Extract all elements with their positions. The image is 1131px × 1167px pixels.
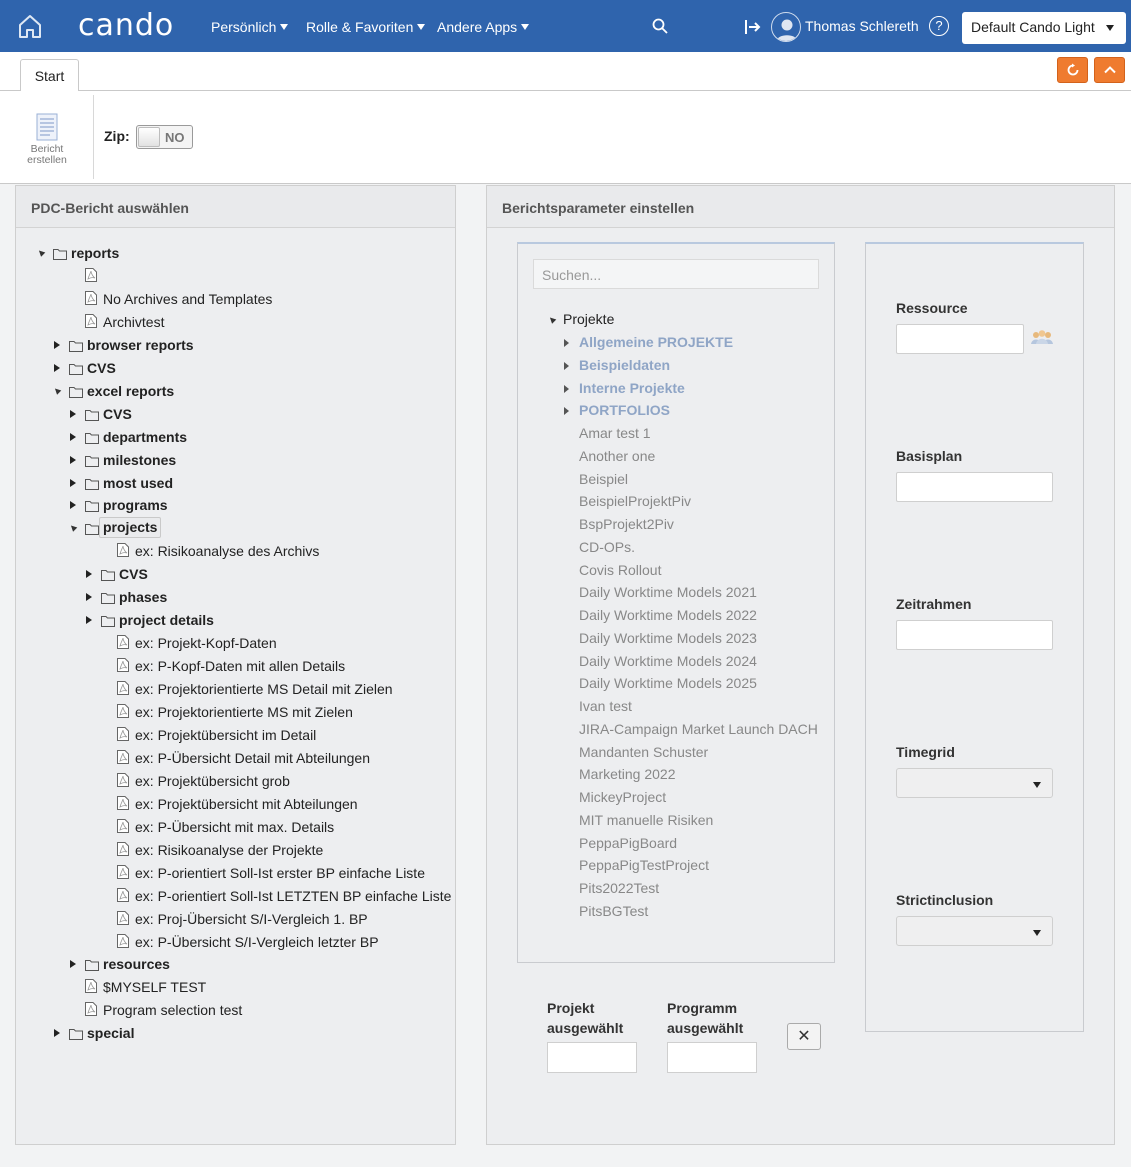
tree-folder-label: CVS (87, 359, 116, 376)
project-item[interactable] (579, 471, 628, 487)
folder-icon (85, 957, 99, 975)
collapsed-toggle-icon[interactable] (86, 570, 92, 578)
tree-file-label: ex: Projekt-Kopf-Daten (135, 635, 277, 652)
project-group[interactable] (579, 380, 685, 396)
project-item[interactable] (579, 425, 651, 441)
search-icon[interactable] (652, 18, 668, 34)
chevron-down-icon (1106, 25, 1114, 31)
tree-file-label: ex: Projektübersicht grob (135, 772, 290, 789)
tree-folder-label: projects (99, 517, 161, 538)
collapsed-toggle-icon[interactable] (70, 960, 76, 968)
menu-persoenlich[interactable] (211, 19, 288, 35)
zip-label: Zip: (104, 128, 130, 144)
project-group-label: Interne Projekte (579, 379, 685, 396)
tree-file-label: ex: P-orientiert Soll-Ist erster BP einfache Liste (135, 864, 425, 881)
user-name[interactable]: Thomas Schlereth (805, 18, 919, 34)
menu-rolle-favoriten[interactable] (306, 19, 425, 35)
tree-folder-label: CVS (119, 566, 148, 583)
tree-file-label: ex: Proj-Übersicht S/I-Vergleich 1. BP (135, 910, 368, 927)
project-item-label: Pits2022Test (579, 880, 660, 896)
tree-folder-label: reports (71, 245, 120, 261)
project-item[interactable] (579, 698, 632, 714)
pdf-file-icon (117, 658, 129, 676)
project-item[interactable] (579, 675, 757, 691)
project-item-label: PeppaPigBoard (579, 834, 678, 851)
tree-file-label: ex: Projektorientierte MS mit Zielen (135, 704, 353, 720)
tree-folder-label: project details (119, 612, 214, 629)
chevron-down-icon (1033, 782, 1041, 788)
theme-select[interactable] (962, 12, 1126, 44)
chevron-up-icon (1103, 63, 1117, 77)
pdf-file-icon (117, 727, 129, 745)
tab-start[interactable]: Start (20, 59, 79, 92)
pdf-file-icon (117, 819, 129, 837)
collapsed-toggle-icon[interactable] (54, 1029, 60, 1037)
timegrid-label: Timegrid (896, 744, 955, 760)
tree-folder-label: special (87, 1025, 135, 1042)
tree-file-label: ex: P-Kopf-Daten mit allen Details (135, 658, 346, 675)
zeitrahmen-label: Zeitrahmen (896, 596, 972, 612)
tree-folder-label: CVS (103, 405, 132, 422)
projekt-ausgewaehlt-input[interactable] (547, 1042, 637, 1073)
project-item-label: PeppaPigTestProject (579, 857, 709, 874)
collapsed-toggle-icon[interactable] (564, 339, 569, 347)
toggle-knob (138, 127, 160, 147)
project-item[interactable] (579, 721, 818, 737)
strictinclusion-select[interactable] (896, 916, 1053, 946)
zeitrahmen-input[interactable] (896, 620, 1053, 650)
chevron-down-icon (1033, 930, 1041, 936)
project-search-input[interactable]: Suchen... (533, 259, 819, 289)
basisplan-label: Basisplan (896, 448, 963, 464)
cando-logo[interactable]: cando (78, 8, 175, 43)
home-icon[interactable] (16, 12, 44, 40)
tree-folder-label: programs (103, 497, 168, 514)
caret-down-icon (280, 24, 288, 30)
project-item[interactable] (579, 789, 666, 805)
refresh-button[interactable] (1057, 57, 1088, 83)
collapsed-toggle-icon[interactable] (564, 407, 569, 415)
folder-icon (69, 338, 83, 356)
pdf-file-icon (117, 681, 129, 699)
menu-andere-apps-label: Andere Apps (437, 19, 518, 35)
report-select-title: PDC-Bericht auswählen (16, 186, 455, 228)
project-group[interactable] (579, 334, 733, 350)
tree-file-label: ex: P-Übersicht mit max. Details (135, 818, 335, 835)
pdf-file-icon (85, 979, 97, 997)
zip-toggle-text: NO (165, 130, 185, 145)
project-item[interactable] (579, 880, 659, 896)
tree-folder-label: browser reports (87, 336, 194, 353)
project-item-label: Daily Worktime Models 2021 (579, 584, 757, 601)
menu-rolle-favoriten-label: Rolle & Favoriten (306, 19, 414, 35)
tree-file-label: ex: Projektorientierte MS Detail mit Zielen (135, 681, 393, 698)
projekt-ausgewaehlt-label (547, 998, 623, 1038)
project-item[interactable] (579, 516, 674, 532)
tree-file-label: ex: P-orientiert Soll-Ist LETZTEN BP einfache Liste (135, 887, 452, 904)
folder-icon (69, 1026, 83, 1044)
project-item[interactable] (579, 607, 757, 623)
project-item[interactable] (579, 903, 648, 919)
tree-file-label: Archivtest (103, 313, 165, 330)
pdf-file-icon (117, 888, 129, 906)
create-report-label: Bericht erstellen (27, 143, 67, 166)
tree-file-label: ex: P-Übersicht Detail mit Abteilungen (135, 749, 370, 766)
project-item[interactable] (579, 766, 676, 782)
pdf-file-icon (117, 635, 129, 653)
tree-file-label: ex: Risikoanalyse des Archivs (135, 543, 320, 560)
programm-ausgewaehlt-input[interactable] (667, 1042, 757, 1073)
programm-ausgewaehlt-label-line1: Programm (667, 1000, 738, 1016)
tree-file-label: No Archives and Templates (103, 290, 273, 307)
project-group-label: Beispieldaten (579, 356, 671, 373)
project-item-label: Beispiel (579, 470, 629, 487)
project-item[interactable] (579, 539, 635, 555)
tree-folder-label: resources (103, 956, 170, 973)
report-params-title: Berichtsparameter einstellen (487, 186, 1114, 228)
project-root-label: Projekte (563, 311, 615, 327)
help-icon[interactable]: ? (929, 16, 949, 36)
project-item[interactable] (579, 835, 677, 851)
pdf-file-icon (117, 773, 129, 791)
project-item[interactable] (579, 812, 713, 828)
programm-ausgewaehlt-label-line2: ausgewählt (667, 1020, 744, 1036)
pdf-file-icon (117, 865, 129, 883)
project-item-label: Covis Rollout (579, 561, 662, 578)
caret-down-icon (521, 24, 529, 30)
project-item[interactable] (579, 653, 757, 669)
pdf-file-icon (117, 934, 129, 952)
projekt-ausgewaehlt-label-line2: ausgewählt (547, 1020, 624, 1036)
theme-select-value: Default Cando Light (971, 19, 1095, 35)
folder-icon (69, 384, 83, 402)
clear-selection-button[interactable]: ✕ (787, 1023, 821, 1050)
project-list-panel (517, 242, 835, 963)
timegrid-select[interactable] (896, 768, 1053, 798)
folder-icon (85, 453, 99, 471)
project-item-label: Daily Worktime Models 2025 (579, 675, 757, 692)
top-navbar (0, 0, 1131, 52)
toolbar (0, 91, 1131, 184)
ressource-label: Ressource (896, 300, 968, 316)
caret-down-icon (417, 24, 425, 30)
folder-icon (85, 476, 99, 494)
zip-toggle[interactable] (136, 125, 193, 149)
report-icon (36, 113, 58, 141)
project-item[interactable] (579, 448, 655, 464)
project-item[interactable] (579, 493, 691, 509)
tree-folder-label: milestones (103, 451, 177, 468)
project-item-label: BeispielProjektPiv (579, 493, 692, 510)
tree-folder-label: most used (103, 474, 174, 491)
collapsed-toggle-icon[interactable] (70, 410, 76, 418)
project-item-label: PitsBGTest (579, 902, 649, 919)
collapse-button[interactable] (1094, 57, 1125, 83)
tab-bar (0, 52, 1131, 91)
pdf-file-icon (117, 704, 129, 722)
ressource-input[interactable] (896, 324, 1024, 354)
tree-folder-label: phases (119, 589, 168, 606)
project-item-label: JIRA-Campaign Market Launch DACH (579, 720, 818, 737)
project-root[interactable] (563, 311, 614, 327)
menu-andere-apps[interactable] (437, 19, 529, 35)
logout-icon[interactable] (744, 18, 762, 36)
project-item-label: MIT manuelle Risiken (579, 811, 714, 828)
project-item[interactable] (579, 744, 708, 760)
collapsed-toggle-icon[interactable] (70, 501, 76, 509)
project-group[interactable] (579, 402, 670, 418)
menu-persoenlich-label: Persönlich (211, 19, 277, 35)
project-item-label: Mandanten Schuster (579, 743, 709, 760)
project-item-label: Marketing 2022 (579, 766, 676, 783)
folder-icon (69, 361, 83, 379)
projekt-ausgewaehlt-label-line1: Projekt (547, 1000, 595, 1016)
pdf-file-icon (117, 796, 129, 814)
tree-folder-label: departments (103, 428, 188, 445)
strictinclusion-label: Strictinclusion (896, 892, 994, 908)
pdf-file-icon (85, 1002, 97, 1020)
collapsed-toggle-icon[interactable] (564, 385, 569, 393)
folder-icon (85, 498, 99, 516)
tree-file-label: ex: Projektübersicht im Detail (135, 726, 317, 743)
toolbar-divider (93, 95, 94, 179)
project-item-label: Another one (579, 447, 656, 464)
folder-icon (101, 567, 115, 585)
folder-icon (85, 521, 99, 539)
collapsed-toggle-icon[interactable] (70, 479, 76, 487)
tree-file-label: ex: Projektübersicht mit Abteilungen (135, 795, 358, 812)
collapsed-toggle-icon[interactable] (86, 616, 92, 624)
pdf-file-icon (117, 750, 129, 768)
project-item-label: Daily Worktime Models 2023 (579, 629, 757, 646)
project-item[interactable] (579, 584, 757, 600)
project-item-label: CD-OPs. (579, 538, 635, 555)
tree-file-label: ex: P-Übersicht S/I-Vergleich letzter BP (135, 933, 379, 950)
tree-file-label: $MYSELF TEST (103, 979, 207, 996)
project-item-label: Ivan test (579, 698, 632, 714)
folder-icon (85, 430, 99, 448)
project-item-label: Amar test 1 (579, 425, 651, 441)
project-item-label: Daily Worktime Models 2022 (579, 607, 757, 623)
collapsed-toggle-icon[interactable] (54, 364, 60, 372)
collapsed-toggle-icon[interactable] (54, 341, 60, 349)
project-group-label: Allgemeine PROJEKTE (579, 334, 734, 350)
pdf-file-icon (85, 268, 97, 286)
collapsed-toggle-icon[interactable] (564, 362, 569, 370)
folder-icon (53, 246, 67, 264)
project-group[interactable] (579, 357, 670, 373)
avatar[interactable] (771, 12, 801, 42)
create-report-button[interactable] (22, 113, 72, 166)
tree-folder-label: excel reports (87, 382, 175, 399)
pdf-file-icon (117, 911, 129, 929)
pdf-file-icon (85, 291, 97, 309)
tree-file-label: ex: Risikoanalyse der Projekte (135, 841, 324, 858)
folder-icon (101, 590, 115, 608)
pdf-file-icon (117, 842, 129, 860)
folder-icon (101, 613, 115, 631)
project-group-label: PORTFOLIOS (579, 402, 670, 419)
project-item-label: Daily Worktime Models 2024 (579, 652, 757, 669)
collapsed-toggle-icon[interactable] (70, 456, 76, 464)
basisplan-input[interactable] (896, 472, 1053, 502)
collapsed-toggle-icon[interactable] (70, 433, 76, 441)
folder-icon (85, 407, 99, 425)
project-item[interactable] (579, 630, 757, 646)
project-item[interactable] (579, 857, 709, 873)
programm-ausgewaehlt-label (667, 998, 743, 1038)
collapsed-toggle-icon[interactable] (86, 593, 92, 601)
people-icon[interactable] (1030, 329, 1054, 350)
refresh-icon (1066, 63, 1080, 77)
pdf-file-icon (85, 314, 97, 332)
pdf-file-icon (117, 543, 129, 561)
project-item-label: BspProjekt2Piv (579, 516, 674, 532)
project-item-label: MickeyProject (579, 789, 667, 805)
tree-file-label: Program selection test (103, 1002, 243, 1019)
project-item[interactable] (579, 562, 661, 578)
